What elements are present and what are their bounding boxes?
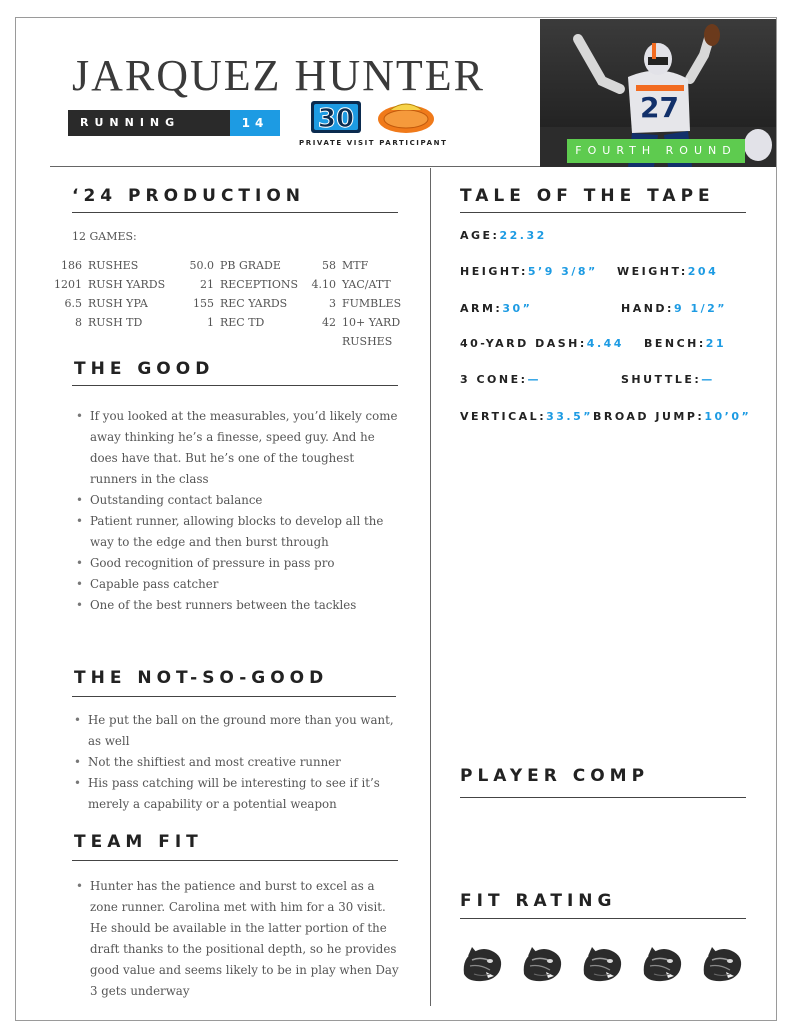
top-30-visit-logo <box>310 100 362 134</box>
games-count: 12 GAMES: <box>72 230 137 243</box>
dash-value: 4.44 <box>586 337 624 350</box>
broad-jump-label: BROAD JUMP: <box>593 410 705 423</box>
list-item: • He put the ball on the ground more than you want, as well <box>72 710 402 752</box>
fit-rating-title: FIT RATING <box>460 891 617 911</box>
stat-label: REC TD <box>220 316 265 329</box>
stat-value: 58 <box>322 259 336 272</box>
list-item: • If you looked at the measurables, you’d likely come away thinking he’s a finesse, speed guy. And he does have that. But he’s one of the toughest runners in the class <box>74 406 404 490</box>
stat-label: REC YARDS <box>220 297 288 310</box>
good-title: THE GOOD <box>74 359 215 379</box>
stat-value: 1201 <box>54 278 82 291</box>
stats-column-1 <box>48 259 165 335</box>
stat-row <box>306 297 401 316</box>
stat-value: 42 <box>322 316 336 329</box>
player-name: JARQUEZ HUNTER <box>72 51 485 100</box>
vertical-value: 33.5” <box>546 410 593 423</box>
stat-row <box>48 297 165 316</box>
fit-rating-icons <box>460 944 744 984</box>
good-rule <box>72 385 398 386</box>
not-so-good-rule <box>72 696 396 697</box>
stat-value: 8 <box>75 316 82 329</box>
stat-value: 1 <box>207 316 214 329</box>
production-title: ‘24 PRODUCTION <box>72 186 306 206</box>
stat-row <box>48 316 165 335</box>
stat-row <box>48 259 165 278</box>
stat-label: RUSH YPA <box>88 297 148 310</box>
stat-label: PB GRADE <box>220 259 281 272</box>
stats-column-3 <box>306 259 401 354</box>
arm-value: 30” <box>502 302 533 315</box>
player-comp-title: PLAYER COMP <box>460 766 650 786</box>
stat-row <box>306 335 401 354</box>
weight-value: 204 <box>687 265 719 278</box>
panther-head-icon <box>700 944 744 984</box>
height-measure <box>460 265 598 278</box>
stat-label: RUSHES <box>342 335 393 348</box>
draft-round-badge: FOURTH ROUND <box>567 139 745 163</box>
stat-value: 4.10 <box>311 278 336 291</box>
stat-row <box>306 316 401 335</box>
good-list <box>74 406 404 616</box>
position-bar <box>68 110 280 155</box>
stat-row <box>180 278 298 297</box>
age-value: 22.32 <box>499 229 547 242</box>
cone-label: 3 CONE: <box>460 373 528 386</box>
stat-row <box>180 259 298 278</box>
weight-label: WEIGHT: <box>617 265 688 278</box>
list-item: • Capable pass catcher <box>74 574 404 595</box>
stat-value: 186 <box>61 259 82 272</box>
hand-value: 9 1/2” <box>673 302 728 315</box>
bench-label: BENCH: <box>644 337 706 350</box>
stat-value: 50.0 <box>189 259 214 272</box>
svg-text:27: 27 <box>640 91 679 124</box>
stat-label: 10+ YARD <box>342 316 401 329</box>
stat-row <box>48 278 165 297</box>
hand-label: HAND: <box>621 302 674 315</box>
vertical-measure <box>460 410 593 423</box>
stat-value: 155 <box>193 297 214 310</box>
weight-measure <box>617 265 718 278</box>
age-measure <box>460 229 547 242</box>
list-item: • His pass catching will be interesting to see if it’s merely a capability or a potential weapon <box>72 773 402 815</box>
not-so-good-title: THE NOT-SO-GOOD <box>74 668 329 688</box>
hand-measure <box>621 302 727 315</box>
position-label: RUNNING BACK <box>68 110 230 136</box>
shuttle-label: SHUTTLE: <box>621 373 702 386</box>
height-label: HEIGHT: <box>460 265 528 278</box>
stats-column-2 <box>180 259 298 335</box>
header-divider <box>50 166 540 167</box>
cone-value: — <box>527 373 542 386</box>
stat-row <box>306 259 401 278</box>
not-so-good-list <box>72 710 402 815</box>
list-item: • Not the shiftiest and most creative runner <box>72 752 402 773</box>
stat-value: 6.5 <box>64 297 82 310</box>
list-item: • Outstanding contact balance <box>74 490 404 511</box>
senior-bowl-logo <box>376 100 436 134</box>
dash-label: 40-YARD DASH: <box>460 337 587 350</box>
team-fit-rule <box>72 860 398 861</box>
dash-measure <box>460 337 624 350</box>
list-item: • One of the best runners between the tackles <box>74 595 404 616</box>
panther-head-icon <box>580 944 624 984</box>
production-rule <box>72 212 398 213</box>
column-divider <box>430 168 431 1006</box>
stat-label: MTF <box>342 259 369 272</box>
height-value: 5’9 3/8” <box>527 265 598 278</box>
fit-rating-rule <box>460 918 746 919</box>
arm-label: ARM: <box>460 302 503 315</box>
stat-label: FUMBLES <box>342 297 402 310</box>
vertical-label: VERTICAL: <box>460 410 547 423</box>
broad-jump-measure <box>593 410 751 423</box>
stat-value: 3 <box>329 297 336 310</box>
team-fit-list <box>74 876 404 1002</box>
stat-row <box>306 278 401 297</box>
age-label: AGE: <box>460 229 500 242</box>
stat-row <box>180 316 298 335</box>
panther-head-icon <box>520 944 564 984</box>
stat-row <box>180 297 298 316</box>
stat-label: YAC/ATT <box>342 278 391 291</box>
stat-label: RUSH TD <box>88 316 143 329</box>
panther-head-icon <box>460 944 504 984</box>
shuttle-value: — <box>701 373 715 386</box>
private-visit-caption: PRIVATE VISIT PARTICIPANT <box>299 139 448 147</box>
stat-value: 21 <box>200 278 214 291</box>
panther-head-icon <box>640 944 684 984</box>
tale-of-tape-rule <box>460 212 746 213</box>
list-item: • Hunter has the patience and burst to excel as a zone runner. Carolina met with him for a 30 visit. He should be available in the latter portion of the draft thanks to the positional depth, so he provides good value and seems likely to be in play when Day 3 gets underway <box>74 876 404 1002</box>
list-item: • Patient runner, allowing blocks to develop all the way to the edge and then burst through <box>74 511 404 553</box>
cone-measure <box>460 373 541 386</box>
bench-measure <box>644 337 726 350</box>
arm-measure <box>460 302 532 315</box>
bench-value: 21 <box>705 337 727 350</box>
stat-label: RECEPTIONS <box>220 278 299 291</box>
shuttle-measure <box>621 373 715 386</box>
broad-jump-value: 10’0” <box>704 410 752 423</box>
tale-of-tape-title: TALE OF THE TAPE <box>460 186 715 206</box>
logo-30-text: 30 <box>317 104 355 134</box>
stat-label: RUSHES <box>88 259 139 272</box>
stat-label: RUSH YARDS <box>88 278 166 291</box>
list-item: • Good recognition of pressure in pass pro <box>74 553 404 574</box>
jersey-number: 14 <box>230 110 280 136</box>
player-comp-rule <box>460 797 746 798</box>
team-fit-title: TEAM FIT <box>74 832 203 852</box>
